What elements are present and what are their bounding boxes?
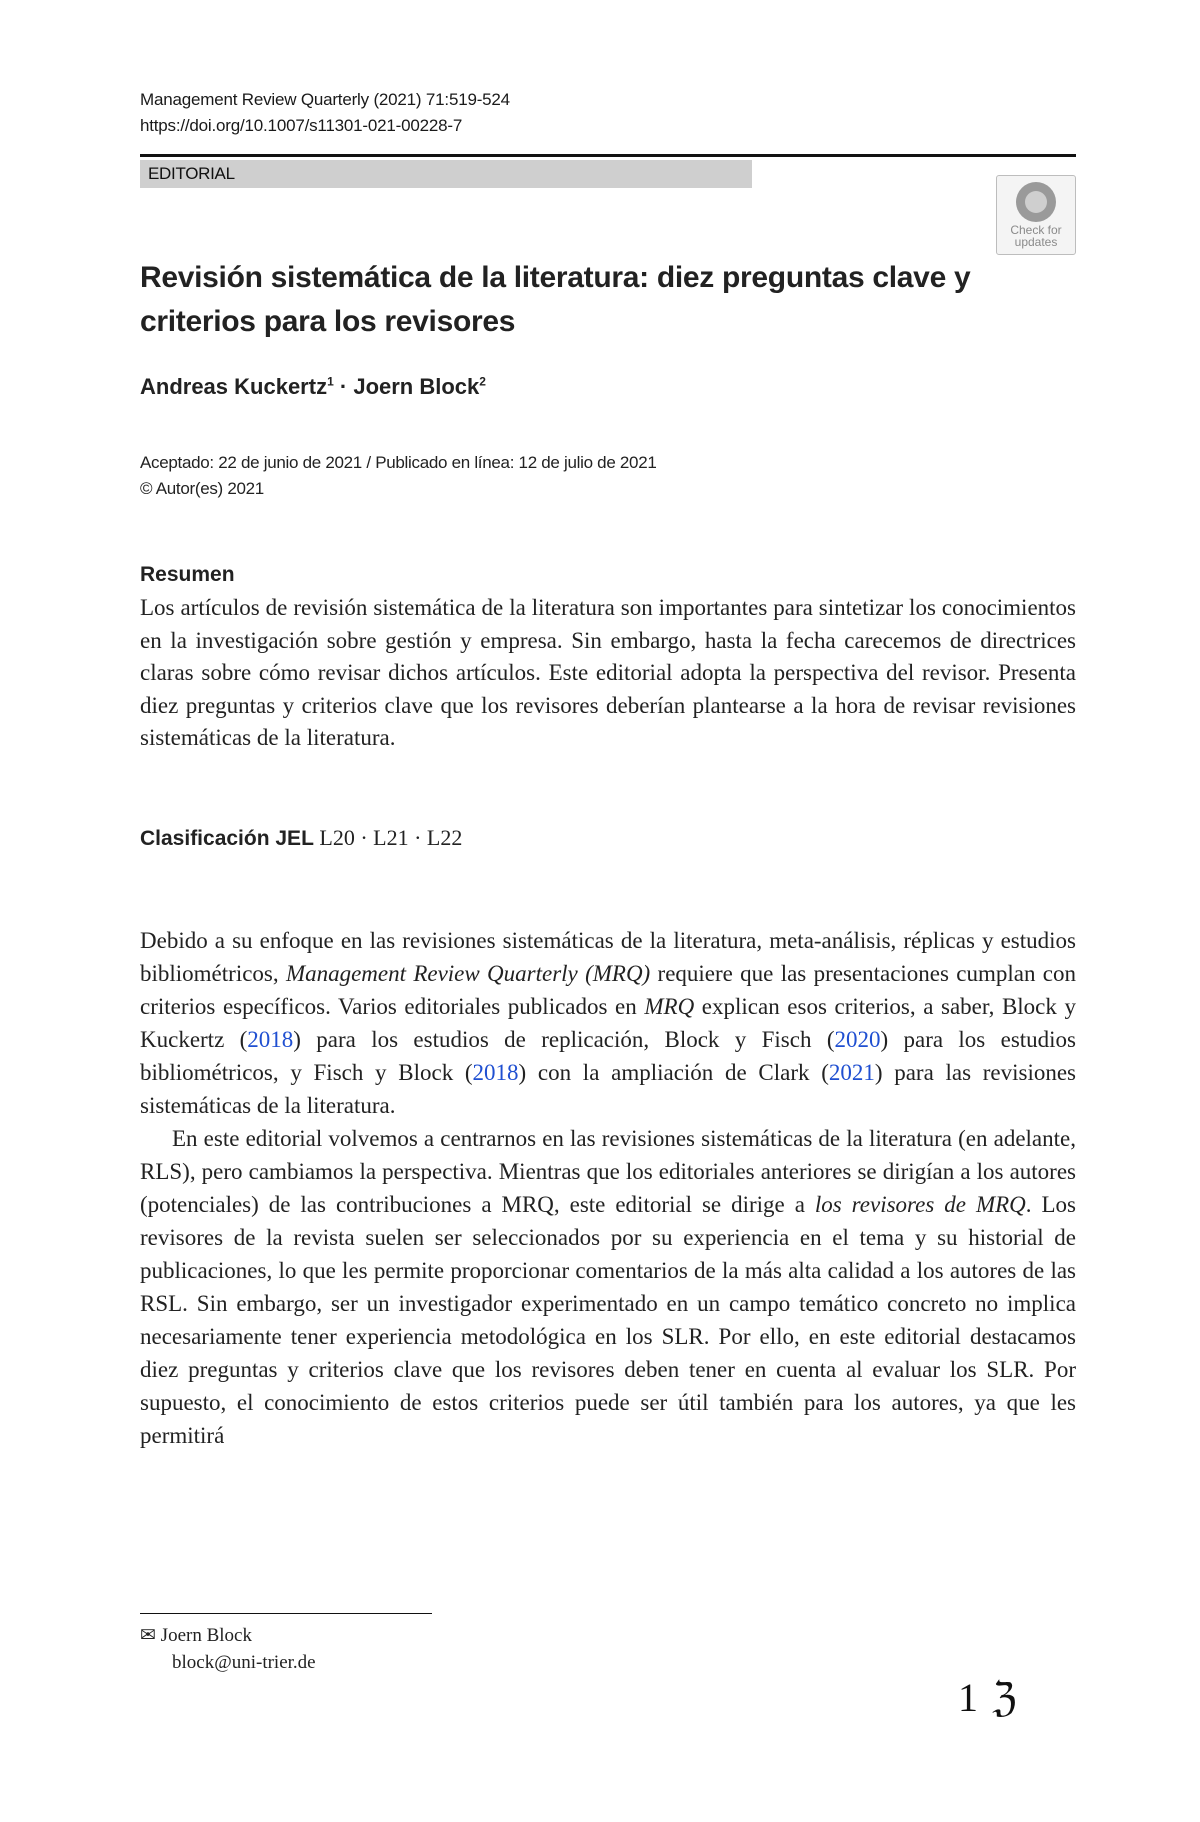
author-name[interactable]: Joern Block — [353, 374, 480, 399]
abstract-heading: Resumen — [140, 563, 235, 586]
check-for-updates-badge[interactable] — [996, 175, 1076, 255]
springer-logo-icon: 1 ℨ — [958, 1675, 1019, 1720]
corresponding-author — [140, 1622, 316, 1676]
jel-label: Clasificación JEL — [140, 827, 314, 850]
abstract-text: Los artículos de revisión sistemática de la literatura son importantes para sintetizar los conocimientos en la investigación sobre gestión y empresa. Sin embargo, hasta la fecha carecemos de directrices claras sobre cómo revisar dichos artículos. Este editorial adopta la perspectiva del revisor. Presenta diez preguntas y criterios clave que los revisores deberían plantearse a la hora de revisar revisiones sistemáticas de la literatura. — [140, 595, 1076, 750]
jel-codes: L20 · L21 · L22 — [313, 825, 463, 850]
affiliation-mark: 1 — [327, 374, 334, 389]
journal-citation: Management Review Quarterly (2021) 71:519-524 — [140, 90, 510, 109]
corresponding-name: Joern Block — [160, 1625, 252, 1646]
paragraph: En este editorial volvemos a centrarnos en las revisiones sistemáticas de la literatura (en adelante, RLS), pero cambiamos la perspectiva. Mientras que los editoriales anteriores se dirigían a los autores (potenciales) de las contribuciones a MRQ, este editorial se dirige a los revisores de MRQ. Los revisores de la revista suelen ser seleccionados por su experiencia en el tema y su historial de publicaciones, lo que les permite proporcionar comentarios de la más alta calidad a los autores de las RSL. Sin embargo, ser un investigador experimentado en un campo temático concreto no implica necesariamente tener experiencia metodológica en los SLR. Por ello, en este editorial destacamos diez preguntas y criterios clave que los revisores deben tener en cuenta al evaluar los SLR. Por supuesto, el conocimiento de estos criterios puede ser útil también para los autores, ya que les permitirá — [140, 1126, 1076, 1448]
author-separator: · — [333, 374, 354, 399]
citation-link[interactable]: 2021 — [828, 1060, 875, 1085]
paragraph: Debido a su enfoque en las revisiones sistemáticas de la literatura, meta-análisis, réplicas y estudios bibliométricos, Management Review Quarterly (MRQ) requiere que las presentaciones cumplan con criterios específicos. Varios editoriales publicados en MRQ explican esos criterios, a saber, Block y Kuckertz (2018) para los estudios de replicación, Block y Fisch (2020) para los estudios bibliométricos, y Fisch y Block (2018) con la ampliación de Clark (2021) para las revisiones sistemáticas de la literatura. — [140, 928, 1077, 1118]
emphasis: los revisores de MRQ — [814, 1192, 1026, 1217]
corresponding-email[interactable]: block@uni-trier.de — [172, 1652, 316, 1673]
citation-link[interactable]: 2020 — [834, 1027, 881, 1052]
citation-link[interactable]: 2018 — [472, 1060, 519, 1085]
envelope-icon: ✉ — [140, 1625, 156, 1646]
body-text — [140, 924, 1076, 1452]
journal-name: Management Review Quarterly (MRQ) — [285, 961, 651, 986]
author-list — [140, 374, 486, 400]
publication-dates — [140, 450, 657, 502]
journal-abbrev: MRQ — [644, 994, 695, 1019]
jel-classification — [140, 825, 462, 851]
affiliation-mark: 2 — [479, 374, 486, 389]
copyright-line: © Autor(es) 2021 — [140, 479, 264, 498]
article-title: Revisión sistemática de la literatura: diez preguntas clave y criterios para los revisores — [140, 261, 971, 338]
section-label: EDITORIAL — [140, 160, 752, 188]
badge-line1: Check for — [1010, 223, 1062, 237]
citation-link[interactable]: 2018 — [247, 1027, 294, 1052]
doi-link[interactable]: https://doi.org/10.1007/s11301-021-00228-7 — [140, 116, 463, 135]
crossmark-icon — [1016, 182, 1056, 222]
footnote-rule — [140, 1613, 432, 1614]
header-rule — [140, 154, 1076, 157]
author-name[interactable]: Andreas Kuckertz — [140, 374, 328, 399]
badge-line2: updates — [1014, 235, 1058, 249]
dates-line: Aceptado: 22 de junio de 2021 / Publicado en línea: 12 de julio de 2021 — [140, 453, 657, 472]
